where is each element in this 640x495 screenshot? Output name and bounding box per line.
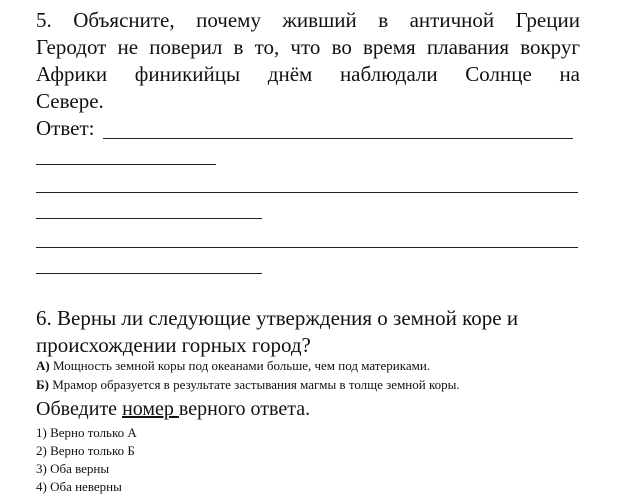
option-1[interactable]: 1) Верно только А [36, 425, 137, 440]
q5-word: во [331, 35, 352, 59]
q5-word: в [378, 8, 389, 32]
q5-word: время [363, 35, 416, 59]
q5-line-4: Севере. [36, 89, 104, 113]
q5-word: что [290, 35, 321, 59]
option-3[interactable]: 3) Оба верны [36, 461, 110, 476]
answer-blank-line[interactable] [103, 138, 573, 139]
q5-word: поверил [149, 35, 223, 59]
q5-word: не [117, 35, 139, 59]
q5-word: наблюдали [339, 62, 438, 86]
statement-b-text: Мрамор образуется в результате застывания магмы в толще земной коры. [48, 377, 460, 392]
answer-label: Ответ: [36, 116, 95, 140]
q5-word: вокруг [520, 35, 580, 59]
q5-word: финикийцы [134, 62, 241, 86]
answer-blank-line[interactable] [36, 247, 578, 248]
statement-a-text: Мощность земной коры под океанами больше, чем под материками. [49, 358, 431, 373]
q5-word: живший [282, 8, 357, 32]
answer-blank-line[interactable] [36, 192, 578, 193]
q5-word: античной [409, 8, 495, 32]
q6-line-1: 6. Верны ли следующие утверждения о земной коре и [36, 306, 519, 330]
q5-line-3 [36, 62, 580, 87]
statement-b-letter: Б) [36, 377, 49, 392]
q5-word: Солнце [465, 62, 532, 86]
instruction-pre: Обведите [36, 398, 123, 420]
instruction-post: верного ответа. [178, 398, 311, 420]
q5-word: то, [254, 35, 280, 59]
q5-word: плавания [426, 35, 510, 59]
q5-word: Геродот [36, 35, 107, 59]
q5-word: на [559, 62, 580, 86]
answer-blank-line[interactable] [36, 218, 262, 219]
answer-blank-line[interactable] [36, 164, 216, 165]
q5-line-1 [36, 8, 580, 33]
q5-word: Греции [515, 8, 580, 32]
q5-word: в [233, 35, 244, 59]
q5-line-2 [36, 35, 580, 60]
answer-blank-line[interactable] [36, 273, 262, 274]
option-4[interactable]: 4) Оба неверны [36, 479, 122, 494]
q6-line-2: происхождении горных город? [36, 333, 311, 357]
answer-instruction [36, 398, 310, 421]
q5-word: Африки [36, 62, 108, 86]
q5-word: почему [196, 8, 261, 32]
q5-word: днём [267, 62, 313, 86]
q5-word: 5. [36, 8, 52, 32]
q5-word: Объясните, [73, 8, 175, 32]
instruction-underlined: номер [122, 398, 179, 420]
statement-a-letter: А) [36, 358, 50, 373]
statement-b [36, 377, 460, 393]
option-2[interactable]: 2) Верно только Б [36, 443, 135, 458]
statement-a [36, 358, 430, 374]
